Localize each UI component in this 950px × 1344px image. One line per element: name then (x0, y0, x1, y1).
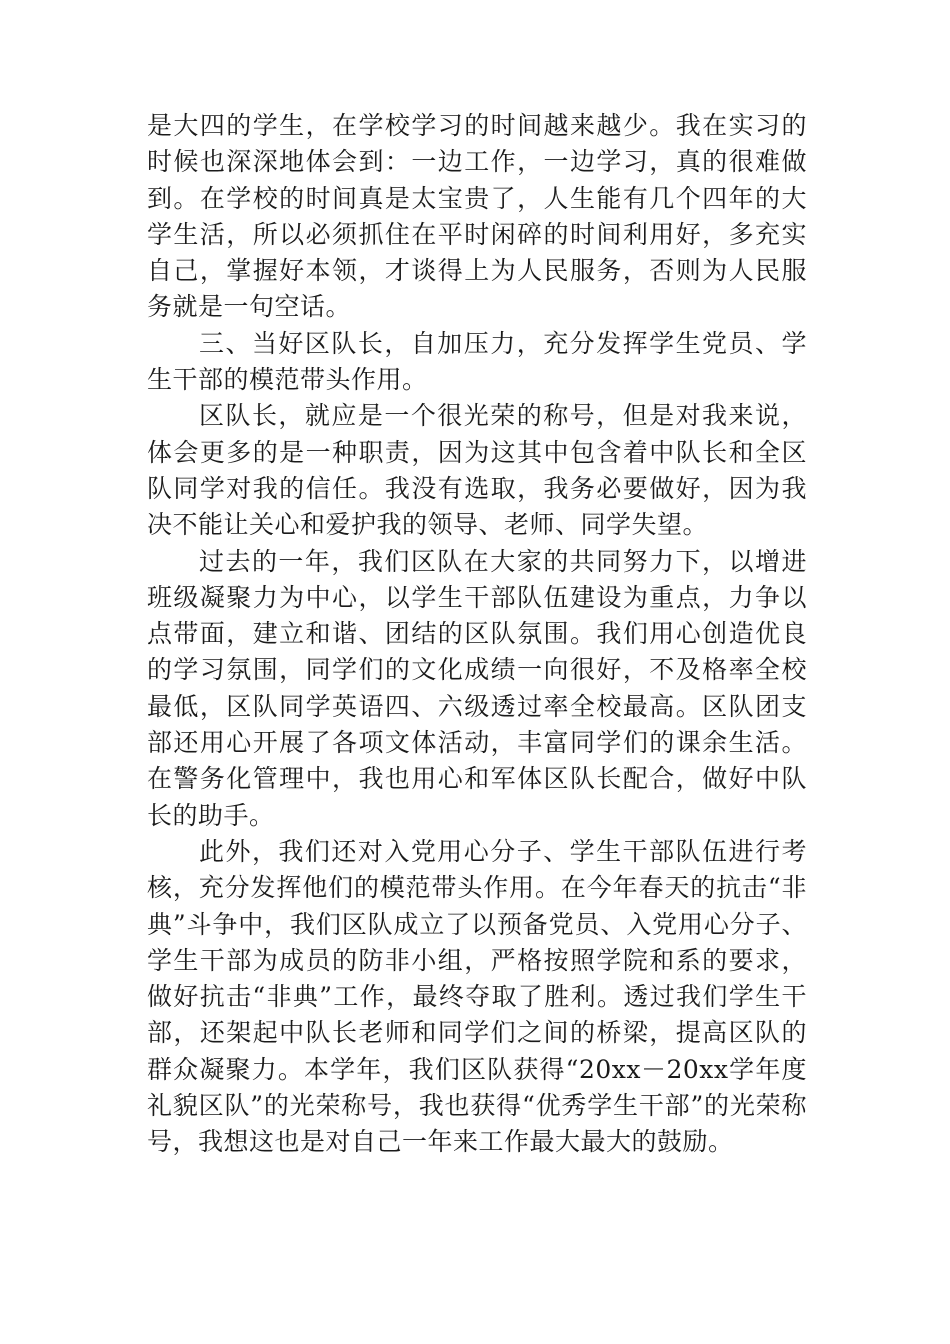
paragraph-section-heading: 三、当好区队长，自加压力，充分发挥学生党员、学生干部的模范带头作用。 (147, 328, 807, 395)
document-body (147, 108, 807, 1161)
paragraph: 过去的一年，我们区队在大家的共同努力下，以增进班级凝聚力为中心，以学生干部队伍建设为重点，力争以点带面，建立和谐、团结的区队氛围。我们用心创造优良的学习氛围，同学们的文化成绩一向很好，不及格率全校最低，区队同学英语四、六级透过率全校最高。区队团支部还用心开展了各项文体活动，丰富同学们的课余生活。在警务化管理中，我也用心和军体区队长配合，做好中队长的助手。 (147, 546, 807, 830)
paragraph-continuation: 是大四的学生，在学校学习的时间越来越少。我在实习的时候也深深地体会到：一边工作，一边学习，真的很难做到。在学校的时间真是太宝贵了，人生能有几个四年的大学生活，所以必须抓住在平时闲碎的时间利用好，多充实自己，掌握好本领，才谈得上为人民服务，否则为人民服务就是一句空话。 (147, 111, 807, 322)
paragraph: 此外，我们还对入党用心分子、学生干部队伍进行考核，充分发挥他们的模范带头作用。在今年春天的抗击“非典”斗争中，我们区队成立了以预备党员、入党用心分子、学生干部为成员的防非小组，严格按照学院和系的要求，做好抗击“非典”工作，最终夺取了胜利。透过我们学生干部，还架起中队长老师和同学们之间的桥梁，提高区队的群众凝聚力。本学年，我们区队获得“20xx－20xx学年度礼貌区队”的光荣称号，我也获得“优秀学生干部”的光荣称号，我想这也是对自己一年来工作最大最大的鼓励。 (147, 836, 807, 1157)
paragraph: 区队长，就应是一个很光荣的称号，但是对我来说，体会更多的是一种职责，因为这其中包含着中队长和全区队同学对我的信任。我没有选取，我务必要做好，因为我决不能让关心和爱护我的领导、老师、同学失望。 (147, 401, 807, 540)
